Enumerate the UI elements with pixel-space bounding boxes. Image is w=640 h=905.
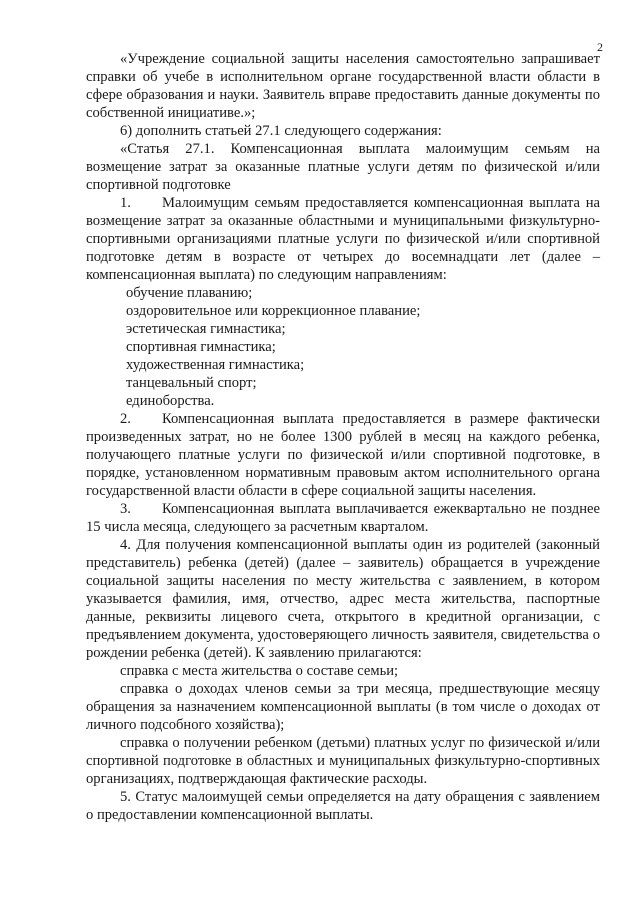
article-heading: «Статья 27.1. Компенсационная выплата малоимущим семьям на возмещение затрат за оказанные платные услуги детям по физической и/или спортивной подготовке bbox=[86, 141, 600, 193]
clause-4: 4. Для получения компенсационной выплаты один из родителей (законный представитель) ребенка (детей) (далее – заявитель) обращается в учреждение социальной защиты населения по месту жительства с заявлением, в котором указывается фамилия, имя, отчество, адрес места жительства, паспортные данные, реквизиты лицевого счета, открытого в кредитной организации, с предъявлением документа, удостоверяющего личность заявителя, свидетельства о рождении ребенка (детей). К заявлению прилагаются: bbox=[86, 537, 600, 661]
list-item: справка о доходах членов семьи за три месяца, предшествующие месяцу обращения за назначением компенсационной выплаты (в том числе о доходах от личного подсобного хозяйства); bbox=[86, 681, 600, 733]
clause-number: 3. bbox=[120, 501, 131, 517]
list-item: художественная гимнастика; bbox=[126, 357, 305, 373]
list-item: танцевальный спорт; bbox=[126, 375, 257, 391]
directions-list bbox=[86, 284, 600, 410]
clause-text: Компенсационная выплата предоставляется в размере фактически произведенных затрат, но не более 1300 рублей в месяц на каждого ребенка, получающего платные услуги по физической и/или спортивной подготовке, в порядке, установленном нормативным правовым актом исполнительного органа государственной власти области в сфере социальной защиты населения. bbox=[86, 411, 600, 499]
clause-1 bbox=[86, 194, 600, 284]
clause-2 bbox=[86, 410, 600, 500]
list-item: спортивная гимнастика; bbox=[126, 339, 276, 355]
intro-paragraph: «Учреждение социальной защиты населения самостоятельно запрашивает справки об учебе в исполнительном органе государственной власти области в сфере образования и науки. Заявитель вправе предоставить данные документы по собственной инициативе.»; bbox=[86, 51, 600, 121]
clause-3 bbox=[86, 500, 600, 536]
clause-text: Малоимущим семьям предоставляется компенсационная выплата на возмещение затрат за оказанные областными и муниципальными физкультурно-спортивными организациями платные услуги по физической и/или спортивной подготовке детям в возрасте от четырех до восемнадцати лет (далее – компенсационная выплата) по следующим направлениям: bbox=[86, 195, 600, 283]
document-body bbox=[86, 50, 600, 824]
list-item: справка о получении ребенком (детьми) платных услуг по физической и/или спортивной подготовке в областных и муниципальных физкультурно-спортивных организациях, подтверждающая фактические расходы. bbox=[86, 735, 600, 787]
clause-number: 1. bbox=[120, 195, 131, 211]
attachments-list bbox=[86, 662, 600, 788]
list-item: единоборства. bbox=[126, 393, 215, 409]
list-item: обучение плаванию; bbox=[126, 285, 253, 301]
amendment-item-6: 6) дополнить статьей 27.1 следующего содержания: bbox=[120, 123, 442, 139]
list-item: справка с места жительства о составе семьи; bbox=[120, 663, 399, 679]
list-item: эстетическая гимнастика; bbox=[126, 321, 286, 337]
clause-text: Компенсационная выплата выплачивается ежеквартально не позднее 15 числа месяца, следующего за расчетным кварталом. bbox=[86, 501, 600, 535]
clause-number: 2. bbox=[120, 411, 131, 427]
page-number: 2 bbox=[597, 40, 603, 54]
clause-5: 5. Статус малоимущей семьи определяется на дату обращения с заявлением о предоставлении компенсационной выплаты. bbox=[86, 789, 600, 823]
list-item: оздоровительное или коррекционное плавание; bbox=[126, 303, 421, 319]
